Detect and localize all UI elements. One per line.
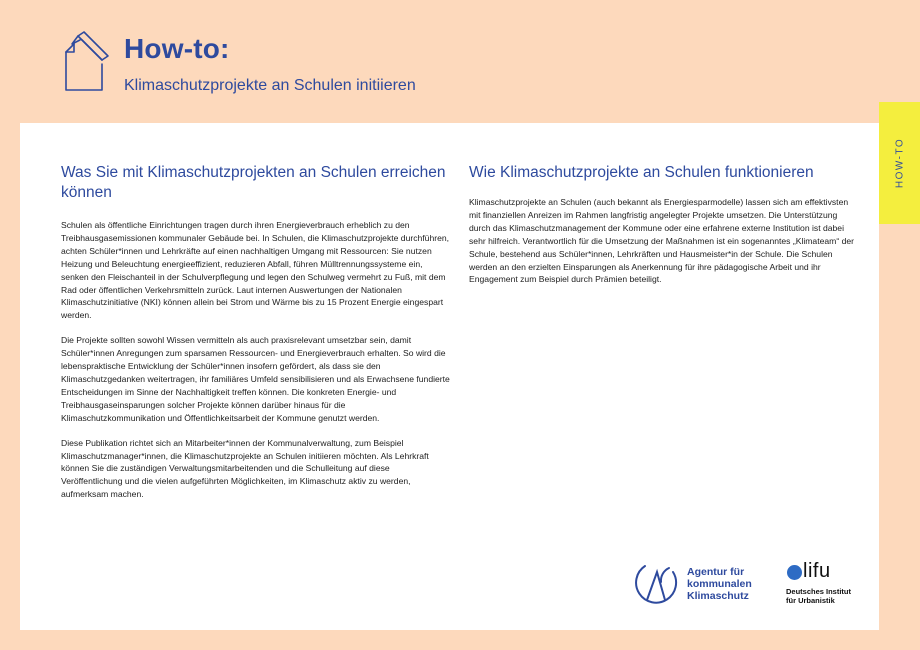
agentur-logo-text	[687, 566, 752, 602]
document-pencil-icon	[58, 30, 114, 94]
right-column-heading: Wie Klimaschutzprojekte an Schulen funktionieren	[469, 164, 814, 181]
difu-logo-text	[786, 587, 851, 605]
agentur-logo	[631, 560, 761, 610]
agentur-logo-icon	[631, 560, 681, 608]
left-column	[61, 163, 451, 513]
agentur-line-1: Agentur für	[687, 566, 745, 578]
page-subtitle: Klimaschutzprojekte an Schulen initiieren	[124, 77, 416, 94]
page-title: How-to:	[124, 33, 230, 64]
content-card	[20, 123, 879, 630]
difu-logo	[786, 560, 866, 613]
right-column	[469, 163, 859, 298]
how-to-side-tab	[879, 102, 920, 224]
side-tab-label: HOW-TO	[894, 137, 905, 189]
agentur-line-3: Klimaschutz	[687, 590, 749, 602]
difu-dot-icon	[787, 565, 802, 580]
agentur-line-2: kommunalen	[687, 578, 752, 590]
difu-line-1: Deutsches Institut	[786, 587, 852, 596]
difu-wordmark-text: lifu	[803, 560, 831, 582]
right-paragraph-1: Klimaschutzprojekte an Schulen (auch bekannt als Energiesparmodelle) lassen sich am effektivsten mit finanziellen Anreizen im Rahmen langfristig angelegter Projekte umsetzen. Die Unterstützung durch das Klimaschutzmanagement der Kommune oder eine erfahrene externe Institution ist dabei sehr hilfreich. Verantwortlich für die Umsetzung der Maßnahmen ist ein sogenanntes „Klimateam“ der Schule, bestehend aus Schüler*innen, Lehrkräften und Hausmeister*in der Schule. Die Schulen werden an den erzielten Einsparungen als Anerkennung für ihre pädagogische Arbeit und ihr Engagement zum Beispiel durch Prämien beteiligt.	[469, 197, 854, 285]
left-paragraph-3: Diese Publikation richtet sich an Mitarbeiter*innen der Kommunalverwaltung, zum Beispiel Klimaschutzmanager*innen, die Klimaschutzprojekte an Schulen initiieren möchten. Als Lehrkraft können Sie die zuständigen Verwaltungsmitarbeitenden und die Schulleitung auf diese Veröffentlichung und die vielen aufgeführten Möglichkeiten, im Klimaschutz aktiv zu werden, aufmerksam machen.	[61, 437, 429, 500]
left-paragraph-2: Die Projekte sollten sowohl Wissen vermitteln als auch praxisrelevant umsetzbar sein, damit Schüler*innen Anregungen zum sparsamen Ressourcen- und Energieverbrauch erhalten. So wird die lebenspraktische Entwicklung der Schüler*innen insofern gefördert, als dass sie den Klimaschutzgedanken weitertragen, ihr familiäres Umfeld sensibilisieren und als Erwachsene fundierte Entscheidungen im Sinne der Nachhaltigkeit treffen können. Die konkreten Energie- und Treibhausgaseinsparungen solcher Projekte können darüber hinaus für die Klimaschutzkommunikation und Öffentlichkeitsarbeit der Kommune genutzt werden.	[61, 335, 450, 423]
left-column-heading: Was Sie mit Klimaschutzprojekten an Schulen erreichen können	[61, 164, 446, 201]
difu-line-2: für Urbanistik	[786, 596, 835, 605]
left-paragraph-1: Schulen als öffentliche Einrichtungen tragen durch ihren Energieverbrauch erheblich zu den Treibhausgasemissionen kommunaler Gebäude bei. In Schulen, die Klimaschutzprojekte durchführen, achten Schüler*innen und Lehrkräfte auf einen nachhaltigen Umgang mit Ressourcen: Sie nutzen Heizung und Beleuchtung energieeffizient, reduzieren Abfall, führen Mülltrennungssysteme ein, senken den Fleischanteil in der Schulverpflegung und legen den Schulweg vermehrt zu Fuß, mit dem Rad oder öffentlichen Verkehrsmitteln zurück. Laut internen Auswertungen der Nationalen Klimaschutzinitiative (NKI) können allein bei Strom und Wärme bis zu 15 Prozent Energie eingespart werden.	[61, 220, 450, 321]
